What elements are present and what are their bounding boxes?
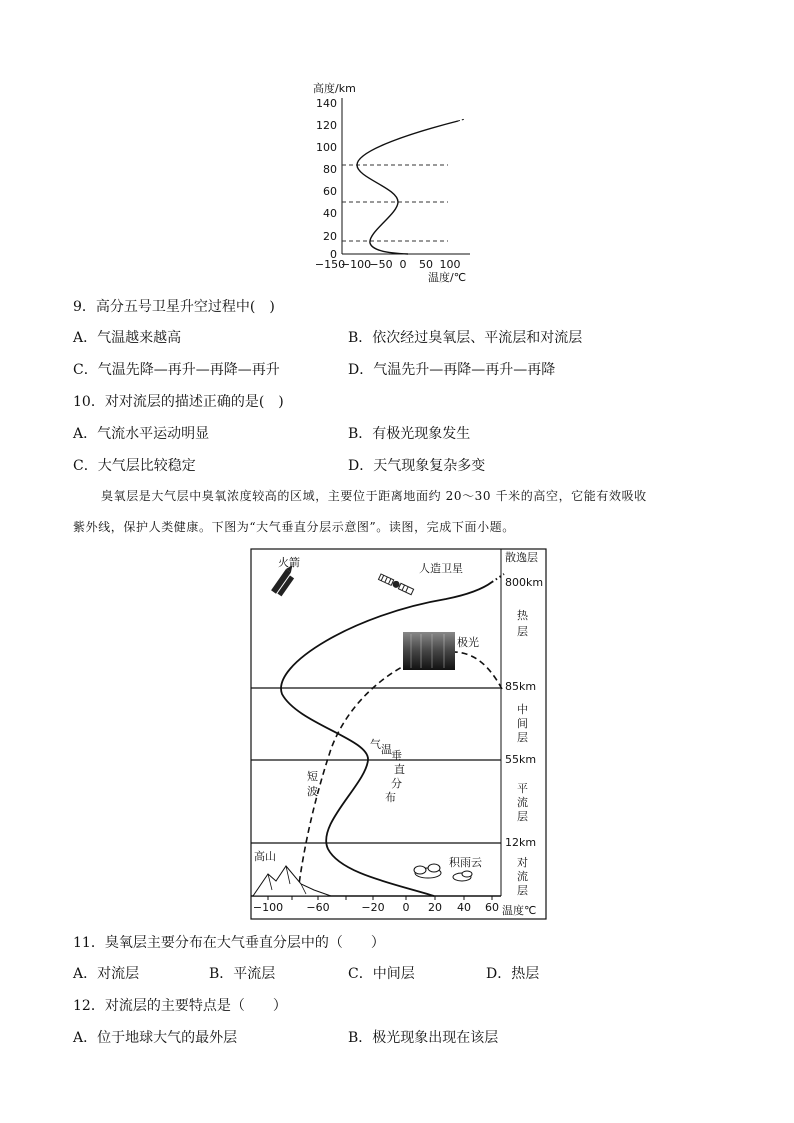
q10-option-a: A．气流水平运动明显 bbox=[73, 426, 210, 442]
rocket-label: 火箭 bbox=[278, 556, 300, 569]
satellite-icon bbox=[378, 574, 414, 596]
x-tick: −20 bbox=[361, 901, 385, 914]
q9-option-a: A．气温越来越高 bbox=[73, 330, 182, 346]
q11-option-b: B．平流层 bbox=[209, 966, 276, 982]
layer-mesosphere-3: 层 bbox=[517, 731, 528, 744]
y-tick: 40 bbox=[323, 207, 337, 220]
x-tick: 20 bbox=[428, 901, 442, 914]
height-12km: 12km bbox=[505, 836, 537, 849]
mountain-icon bbox=[253, 866, 331, 896]
layer-stratosphere-2: 流 bbox=[517, 796, 528, 809]
temperature-curve bbox=[357, 121, 458, 254]
shortwave-label-2: 波 bbox=[307, 785, 318, 798]
x-tick: −100 bbox=[340, 258, 372, 271]
layer-troposphere-1: 对 bbox=[517, 856, 528, 869]
y-axis-label: 高度/km bbox=[313, 82, 356, 95]
tempdist-label-6: 布 bbox=[385, 791, 396, 804]
aurora-label: 极光 bbox=[457, 636, 479, 649]
cloud-label: 积雨云 bbox=[449, 856, 482, 869]
q9-option-d: D．气温先升—再降—再升—再降 bbox=[348, 362, 556, 378]
x-tick: 50 bbox=[419, 258, 433, 271]
layer-stratosphere-1: 平 bbox=[517, 782, 528, 795]
tempdist-label-1: 气 bbox=[370, 738, 381, 751]
x-tick: −100 bbox=[252, 901, 284, 914]
q12-stem: 12．对流层的主要特点是（ ） bbox=[73, 998, 287, 1014]
q9-option-c: C．气温先降—再升—再降—再升 bbox=[73, 362, 280, 378]
height-85km: 85km bbox=[505, 680, 537, 693]
x-tick: −150 bbox=[314, 258, 346, 271]
layer-thermosphere-1: 热 bbox=[517, 609, 528, 622]
y-tick: 120 bbox=[316, 119, 337, 132]
q11-option-a: A．对流层 bbox=[73, 966, 140, 982]
tempdist-label-4: 直 bbox=[394, 763, 405, 776]
layer-stratosphere-3: 层 bbox=[517, 810, 528, 823]
height-800km: 800km bbox=[505, 576, 544, 589]
q10-option-b: B．有极光现象发生 bbox=[348, 426, 471, 442]
x-tick-labels bbox=[315, 258, 461, 271]
aurora-image bbox=[403, 632, 455, 670]
tempdist-label-3: 垂 bbox=[391, 749, 402, 762]
x-tick: 100 bbox=[439, 258, 461, 271]
diagram-x-tick-labels bbox=[253, 901, 499, 914]
x-tick: −50 bbox=[369, 258, 393, 271]
y-tick: 20 bbox=[323, 230, 337, 243]
x-axis-label: 温度/℃ bbox=[428, 271, 467, 284]
curve-extension-dashes bbox=[458, 119, 465, 121]
q11-option-c: C．中间层 bbox=[348, 966, 415, 982]
passage-line-1: 臭氧层是大气层中臭氧浓度较高的区域，主要位于距离地面约 20～30 千米的高空，它能有效吸收 bbox=[101, 489, 647, 503]
q11-stem: 11．臭氧层主要分布在大气垂直分层中的（ ） bbox=[73, 935, 385, 951]
diagram-frame bbox=[251, 549, 546, 919]
layer-troposphere-3: 层 bbox=[517, 884, 528, 897]
satellite-label: 人造卫星 bbox=[419, 562, 463, 575]
x-tick: 0 bbox=[399, 258, 407, 271]
tempdist-label-5: 分 bbox=[391, 777, 402, 790]
q9-stem: 9．高分五号卫星升空过程中( ) bbox=[73, 299, 275, 315]
q11-option-d: D．热层 bbox=[486, 966, 540, 982]
x-tick: 60 bbox=[485, 901, 499, 914]
y-tick: 0 bbox=[330, 248, 337, 261]
shortwave-label-1: 短 bbox=[307, 770, 318, 783]
curve-extension-dotted bbox=[492, 574, 504, 582]
q12-option-a: A．位于地球大气的最外层 bbox=[73, 1030, 238, 1046]
y-tick: 140 bbox=[316, 97, 337, 110]
temperature-vertical-distribution-curve bbox=[281, 582, 492, 896]
height-55km: 55km bbox=[505, 753, 537, 766]
y-tick: 100 bbox=[316, 141, 337, 154]
temperature-altitude-chart bbox=[300, 80, 490, 285]
y-tick-labels bbox=[316, 97, 337, 261]
mountain-label: 高山 bbox=[254, 850, 276, 863]
layer-exosphere: 散逸层 bbox=[505, 551, 538, 564]
tempdist-label-2: 温 bbox=[381, 743, 392, 756]
x-unit-label: 温度℃ bbox=[502, 904, 537, 917]
x-tick: 40 bbox=[457, 901, 471, 914]
q9-option-b: B．依次经过臭氧层、平流层和对流层 bbox=[348, 330, 583, 346]
layer-mesosphere-2: 间 bbox=[517, 717, 528, 730]
layer-mesosphere-1: 中 bbox=[517, 703, 528, 716]
layer-thermosphere-2: 层 bbox=[517, 625, 528, 638]
q12-option-b: B．极光现象出现在该层 bbox=[348, 1030, 499, 1046]
q10-option-d: D．天气现象复杂多变 bbox=[348, 458, 486, 474]
x-tick: −60 bbox=[306, 901, 330, 914]
atmosphere-layers-diagram bbox=[246, 544, 552, 922]
y-tick: 60 bbox=[323, 185, 337, 198]
q10-stem: 10．对对流层的描述正确的是( ) bbox=[73, 394, 284, 410]
q10-option-c: C．大气层比较稳定 bbox=[73, 458, 196, 474]
layer-troposphere-2: 流 bbox=[517, 870, 528, 883]
x-tick: 0 bbox=[402, 901, 410, 914]
passage-line-2: 紫外线，保护人类健康。下图为“大气垂直分层示意图”。读图，完成下面小题。 bbox=[73, 520, 515, 534]
y-tick: 80 bbox=[323, 163, 337, 176]
